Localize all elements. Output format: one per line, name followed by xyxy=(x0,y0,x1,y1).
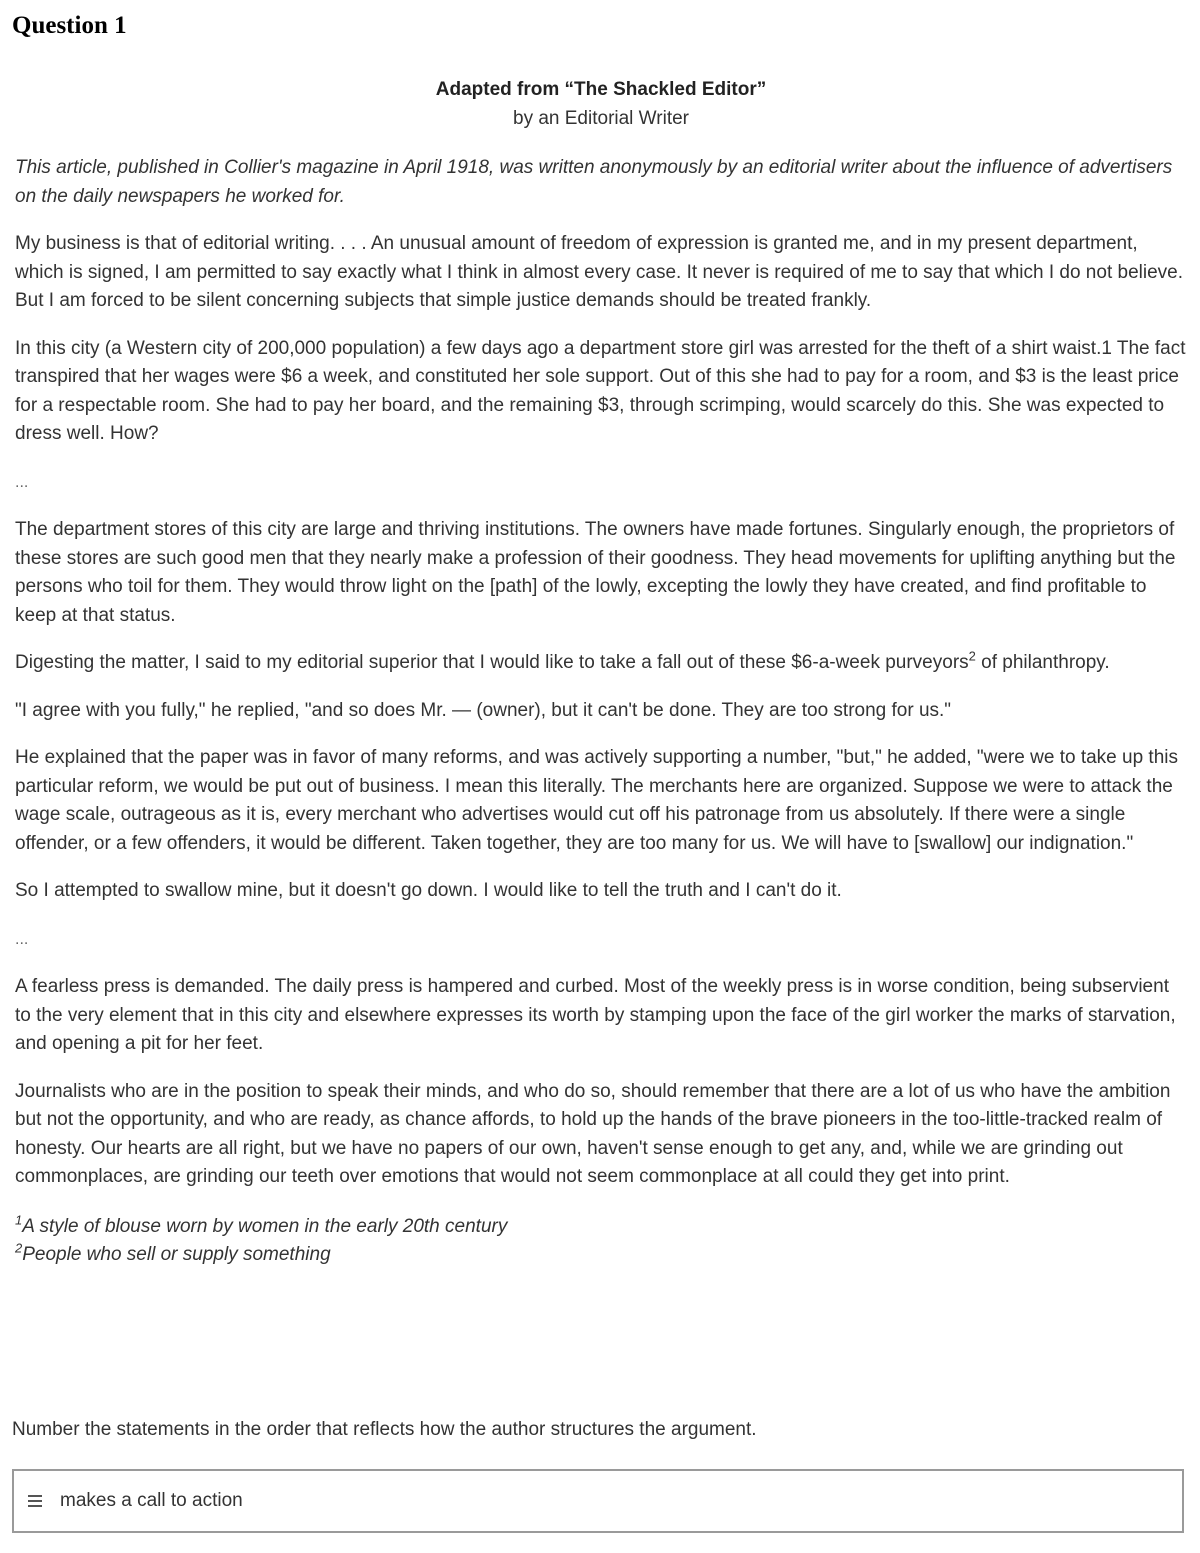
passage-paragraph-7: So I attempted to swallow mine, but it doesn't go down. I would like to tell the truth and I can't do it. xyxy=(15,880,842,901)
passage-heading xyxy=(15,76,1187,133)
draggable-answer-item[interactable] xyxy=(12,1469,1184,1533)
footnote-ref-2: 2 xyxy=(968,648,976,664)
passage-title: Adapted from “The Shackled Editor” xyxy=(435,79,767,100)
footnotes xyxy=(15,1213,1187,1270)
passage-intro: This article, published in Collier's magazine in April 1918, was written anonymously by an editorial writer about the influence of advertisers on the daily newspapers he worked for. xyxy=(15,157,1173,207)
passage-paragraph-8: A fearless press is demanded. The daily press is hampered and curbed. Most of the weekly press is in worse condition, being subservient to the very element that in this city and elsewhere expresses its worth by stamping upon the face of the girl worker the marks of starvation, and opening a pit for her feet. xyxy=(15,976,1176,1054)
footnote-text-1: A style of blouse worn by women in the early 20th century xyxy=(22,1215,508,1237)
passage-paragraph-2: In this city (a Western city of 200,000 population) a few days ago a department store girl was arrested for the theft of a shirt waist.1 The fact transpired that her wages were $6 a week, and constituted her sole support. Out of this she had to pay for a room, and $3 is the least price for a respectable room. She had to pay her board, and the remaining $3, through scrimping, would scarcely do this. She was expected to dress well. How? xyxy=(15,337,1186,444)
passage-byline: by an Editorial Writer xyxy=(513,107,689,129)
footnote-2 xyxy=(15,1241,1187,1270)
passage-ellipsis-2: ... xyxy=(15,930,29,948)
passage-paragraph-3: The department stores of this city are large and thriving institutions. The owners have made fortunes. Singularly enough, the proprietors of these stores are such good men that they nearly make a profession of their goodness. They head movements for uplifting anything but the persons who toil for them. They would throw light on the [path] of the lowly, excepting the lowly they have created, and find profitable to keep at that status. xyxy=(15,519,1176,626)
question-prompt: Number the statements in the order that reflects how the author structures the argument. xyxy=(12,1419,757,1440)
drag-handle-icon[interactable] xyxy=(28,1495,42,1507)
footnote-marker-2: 2 xyxy=(15,1240,23,1256)
footnote-text-2: People who sell or supply something xyxy=(22,1244,331,1265)
passage-paragraph-4 xyxy=(15,649,1187,678)
passage-paragraph-6: He explained that the paper was in favor of many reforms, and was actively supporting a number, "but," he added, "were we to take up this particular reform, we would be put out of business. I mean this literally. The merchants here are organized. Suppose we were to attack the wage scale, outrageous as it is, every merchant who advertises would cut off his patronage from us absolutely. If there were a single offender, or a few offenders, it would be different. Taken together, they are too many for us. We will have to [swallow] our indignation." xyxy=(15,747,1178,854)
passage-paragraph-9: Journalists who are in the position to speak their minds, and who do so, should remember that there are a lot of us who have the ambition but not the opportunity, and who are ready, as chance affords, to hold up the hands of the brave pioneers in the too-little-tracked realm of honesty. Our hearts are all right, but we have no papers of our own, haven't sense enough to get any, and, while we are grinding out commonplaces, are grinding our teeth over emotions that would not seem commonplace at all could they get into print. xyxy=(15,1080,1171,1187)
passage-paragraph-1: My business is that of editorial writing. . . . An unusual amount of freedom of expression is granted me, and in my present department, which is signed, I am permitted to say exactly what I think in almost every case. It never is required of me to say that which I do not believe. But I am forced to be silent concerning subjects that simple justice demands should be treated frankly. xyxy=(15,233,1183,311)
passage xyxy=(15,76,1187,1270)
passage-paragraph-4-tail: of philanthropy. xyxy=(975,652,1110,673)
passage-ellipsis-1: ... xyxy=(15,473,29,491)
passage-paragraph-4-text: Digesting the matter, I said to my editorial superior that I would like to take a fall out of these $6-a-week purveyors xyxy=(15,652,969,673)
passage-paragraph-5: "I agree with you fully," he replied, "and so does Mr. — (owner), but it can't be done. They are too strong for us." xyxy=(15,699,952,721)
question-title: Question 1 xyxy=(12,12,127,39)
footnote-marker-1: 1 xyxy=(15,1212,23,1228)
footnote-1 xyxy=(15,1213,1187,1242)
answer-item-label: makes a call to action xyxy=(60,1490,243,1511)
